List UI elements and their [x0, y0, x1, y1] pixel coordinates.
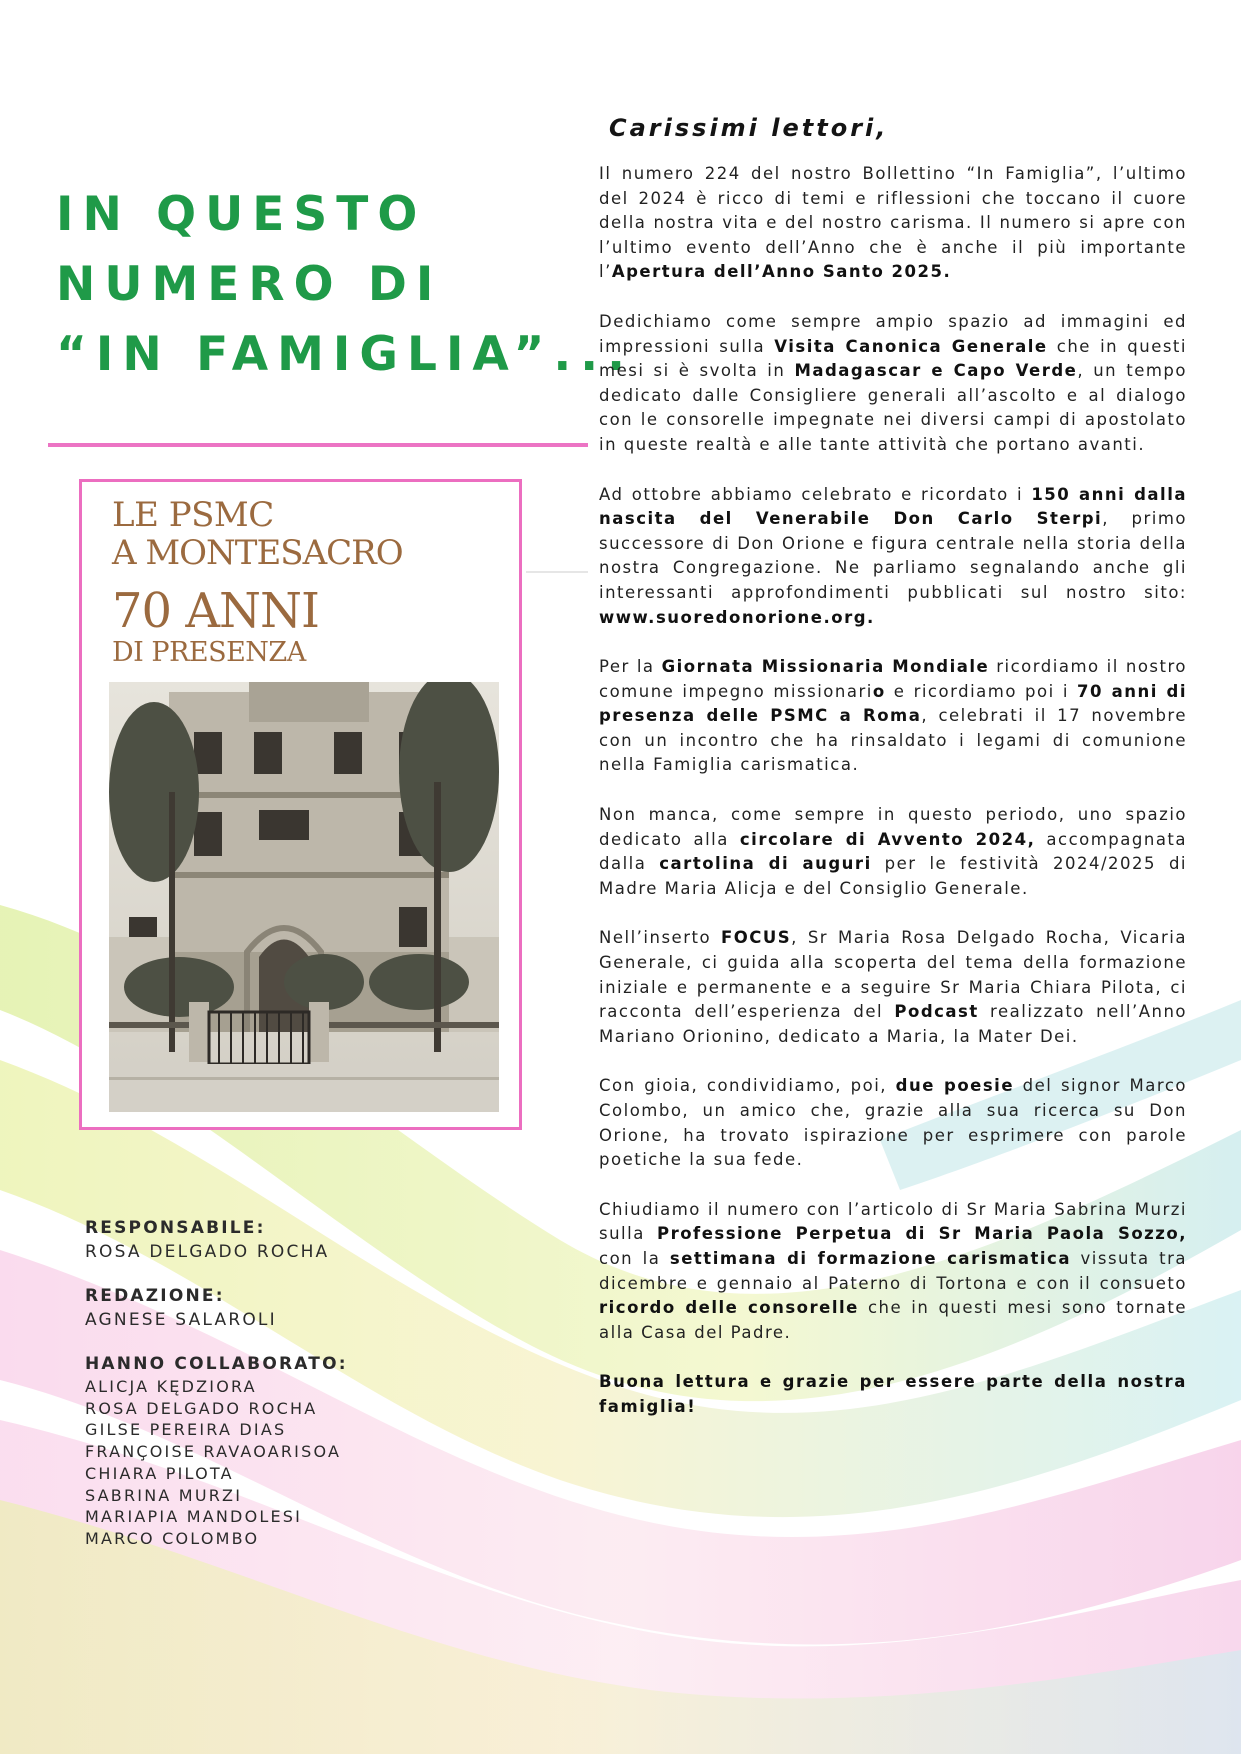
bold-run: due poesie	[895, 1076, 1015, 1096]
article-paragraph	[599, 162, 1187, 285]
responsabile-name: ROSA DELGADO ROCHA	[85, 1242, 330, 1262]
collaboratore-name: MARIAPIA MANDOLESI	[85, 1507, 303, 1527]
cover-image	[79, 479, 522, 1130]
masthead-collaboratori	[85, 1352, 515, 1550]
text-run: Non manca, come sempre in questo periodo, uno spazio dedicato alla	[599, 805, 1187, 849]
article-paragraph	[599, 655, 1187, 778]
text-run: realizzato nell’Anno Mariano Orionino, dedicato a Maria, la Mater Dei.	[599, 1002, 1187, 1046]
bold-run: Apertura dell’Anno Santo 2025.	[611, 262, 952, 282]
text-run: ricordiamo il nostro comune impegno missionari	[599, 657, 1187, 701]
building-photo	[109, 682, 499, 1112]
bold-run: Giornata Missionaria Mondiale	[661, 657, 990, 677]
collaboratore-name: GILSE PEREIRA DIAS	[85, 1420, 287, 1440]
website-link[interactable]: www.suoredonorione.org.	[599, 607, 875, 627]
redazione-name: AGNESE SALAROLI	[85, 1310, 277, 1330]
pink-divider	[48, 443, 588, 447]
headline-line: “IN FAMIGLIA”...	[56, 327, 634, 382]
cover-title-line: LE PSMC	[112, 495, 274, 535]
text-run: , primo successore di Don Orione e figura centrale nella storia della nostra Congregazione. Ne parliamo segnalando anche gli interessanti approfondimenti pubblicati sul nostro sito:	[599, 509, 1187, 602]
bold-run: Podcast	[894, 1002, 979, 1022]
bold-run: 70 anni di presenza delle PSMC a Roma	[599, 681, 1188, 726]
text-run: Il numero 224 del nostro Bollettino “In Famiglia”, l’ultimo del 2024 è ricco di temi e riflessioni che toccano il cuore della nostra vita e del nostro carisma. Il numero si apre con l’ultimo evento dell’Anno che è anche il più importante l’	[599, 164, 1187, 282]
article-paragraph	[599, 310, 1187, 458]
text-run: con la	[599, 1248, 670, 1268]
text-run: accompagnata dalla	[599, 829, 1188, 874]
article-salutation: Carissimi lettori,	[609, 114, 889, 142]
collaboratore-name: FRANÇOISE RAVAOARISOA	[85, 1442, 342, 1462]
bold-run: circolare di Avvento 2024,	[739, 829, 1036, 849]
text-run: Per la	[599, 657, 662, 677]
bold-run: Professione Perpetua di Sr Maria Paola Sozzo,	[656, 1224, 1187, 1244]
redazione-label: REDAZIONE:	[85, 1286, 225, 1306]
article-closing: Buona lettura e grazie per essere parte della nostra famiglia!	[599, 1372, 1187, 1416]
article-paragraph	[599, 1074, 1187, 1172]
cover-title-line: A MONTESACRO	[112, 533, 403, 573]
headline-line: IN QUESTO	[56, 187, 427, 242]
text-run: , celebrati il 17 novembre con un incontro che ha rinsaldato i legami di comunione nella Famiglia carismatica.	[599, 706, 1188, 775]
collaboratore-name: CHIARA PILOTA	[85, 1463, 234, 1483]
collaboratori-label: HANNO COLLABORATO:	[85, 1354, 348, 1374]
text-run: che in questi mesi si è svolta in	[599, 336, 1187, 381]
article-paragraph	[599, 803, 1187, 901]
text-run: Dedichiamo come sempre ampio spazio ad immagini ed impressioni sulla	[599, 311, 1187, 356]
text-run: del signor Marco Colombo, un amico che, grazie alla sua ricerca su Don Orione, ha trovato ispirazione per esprimere con parole poetiche la sua fede.	[599, 1076, 1187, 1170]
article-paragraph	[599, 1198, 1187, 1346]
responsabile-label: RESPONSABILE:	[85, 1218, 266, 1238]
bold-run: FOCUS	[720, 928, 792, 948]
masthead	[85, 1216, 515, 1570]
bold-run: cartolina di auguri	[659, 854, 872, 874]
text-run: e ricordiamo poi i	[885, 681, 1078, 701]
collaboratore-name: ROSA DELGADO ROCHA	[85, 1398, 318, 1418]
text-run: , Sr Maria Rosa Delgado Rocha, Vicaria Generale, ci guida alla scoperta del tema della formazione iniziale e permanente e a seguire Sr Maria Chiara Pilota, ci racconta dell’esperienza del	[599, 928, 1187, 1022]
collaboratore-name: ALICJA KĘDZIORA	[85, 1377, 257, 1396]
collaboratore-name: MARCO COLOMBO	[85, 1528, 260, 1548]
text-run: che in questi mesi sono tornate alla Casa del Padre.	[599, 1298, 1187, 1342]
bold-run: Madagascar e Capo Verde	[794, 361, 1078, 381]
page-headline	[56, 180, 634, 390]
bold-run: Visita Canonica Generale	[774, 336, 1048, 356]
bold-run: o	[872, 681, 886, 701]
text-run: Con gioia, condividiamo, poi,	[599, 1076, 896, 1096]
text-run: vissuta tra dicembre e gennaio al Paterno di Tortona e con il consueto	[599, 1248, 1187, 1293]
grey-divider	[526, 571, 588, 573]
cover-title-line: DI PRESENZA	[112, 637, 306, 668]
text-run: Chiudiamo il numero con l’articolo di Sr Maria Sabrina Murzi sulla	[599, 1199, 1187, 1244]
bold-run: 150 anni dalla nascita del Venerabile Don Carlo Sterpi	[599, 484, 1187, 529]
collaboratore-name: SABRINA MURZI	[85, 1485, 243, 1505]
masthead-redazione	[85, 1284, 515, 1332]
text-run: per le festività 2024/2025 di Madre Maria Alicja e del Consiglio Generale.	[599, 854, 1188, 898]
bold-run: ricordo delle consorelle	[599, 1298, 859, 1318]
text-run: Nell’inserto	[599, 928, 721, 948]
headline-line: NUMERO DI	[56, 257, 443, 312]
cover-title	[112, 496, 403, 668]
editorial-article	[599, 114, 1187, 1445]
article-paragraph	[599, 926, 1187, 1049]
cover-title-line: 70 ANNI	[112, 583, 319, 639]
text-run: , un tempo dedicato dalle Consigliere generali all’ascolto e al dialogo con le consorelle impegnate nei diversi campi di apostolato in queste realtà e alle tante attività che portano avanti.	[599, 361, 1187, 454]
masthead-responsabile	[85, 1216, 515, 1264]
bold-run: settimana di formazione carismatica	[669, 1248, 1071, 1268]
article-paragraph	[599, 483, 1187, 631]
text-run: Ad ottobre abbiamo celebrato e ricordato i	[599, 484, 1032, 504]
